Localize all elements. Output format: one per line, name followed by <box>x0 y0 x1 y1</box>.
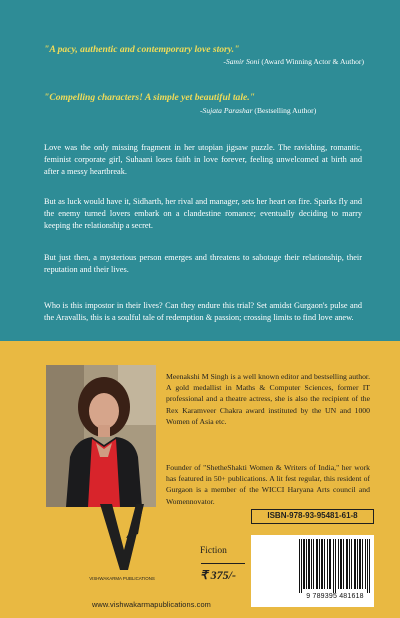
blurb-paragraph-3: But just then, a mysterious person emerges and threatens to sabotage their relationship, their reputation and their lives. <box>44 253 362 275</box>
isbn-number: 9 789395 481618 <box>306 593 364 600</box>
review-quote-1 <box>44 44 364 67</box>
author-bio-paragraph-1: Meenakshi M Singh is a well known editor and bestselling author. A gold medallist in Maths & Computer Sciences, former IT professional and a theatre actress, she is also the recipient of the Rex Karamveer Chakra award instituted by the UN and 1000 Women of Asia etc. <box>166 372 370 426</box>
quote-attribution <box>44 105 364 116</box>
isbn-block <box>251 509 374 607</box>
publisher-v-logo-icon <box>89 498 155 588</box>
attribution-role: (Bestselling Author) <box>252 106 317 115</box>
genre-label: Fiction <box>200 546 227 556</box>
quote-attribution <box>44 56 364 67</box>
author-bio-paragraph-2: Founder of "ShetheShakti Women & Writers of India," her work has featured in 50+ publications. A lit fest regular, this resident of Gurgaon is a member of the WICCI Haryana Arts council and Womennovator. <box>166 463 370 506</box>
quote-text: "Compelling characters! A simple yet beautiful tale." <box>44 92 255 103</box>
quote-text: "A pacy, authentic and contemporary love story." <box>44 44 240 55</box>
blurb-paragraph-4: Who is this impostor in their lives? Can they endure this trial? Set amidst Gurgaon's pulse and the Aravallis, this is a soulful tale of redemption & passion; crossing limits to find love anew. <box>44 301 362 323</box>
publisher-website: www.vishwakarmapublications.com <box>92 600 211 609</box>
isbn-label: ISBN-978-93-95481-61-8 <box>251 509 374 524</box>
price-divider <box>201 563 245 564</box>
author-photo <box>46 365 156 507</box>
attribution-name: -Sujata Parashar <box>200 106 253 115</box>
blurb-paragraph-2: But as luck would have it, Sidharth, her rival and manager, sets her heart on fire. Sparks fly and the enemy turned lovers embark on a clandestine romance; eventually deciding to marry keeping the relationship a secret. <box>44 197 362 231</box>
attribution-name: -Samir Soni <box>223 57 260 66</box>
attribution-role: (Award Winning Actor & Author) <box>259 57 364 66</box>
blurb-paragraph-1: Love was the only missing fragment in her utopian jigsaw puzzle. The ravishing, romantic, feminist corporate girl, Suhaani loses faith in love forever, feeling unwelcomed at birth and after a messy heartbreak. <box>44 143 362 177</box>
barcode <box>251 535 374 607</box>
publisher-logo-text: VISHWAKARMA PUBLICATIONS <box>89 576 155 581</box>
barcode-bars <box>299 539 371 593</box>
price: ₹ 375/- <box>200 568 236 582</box>
review-quote-2 <box>44 92 364 116</box>
